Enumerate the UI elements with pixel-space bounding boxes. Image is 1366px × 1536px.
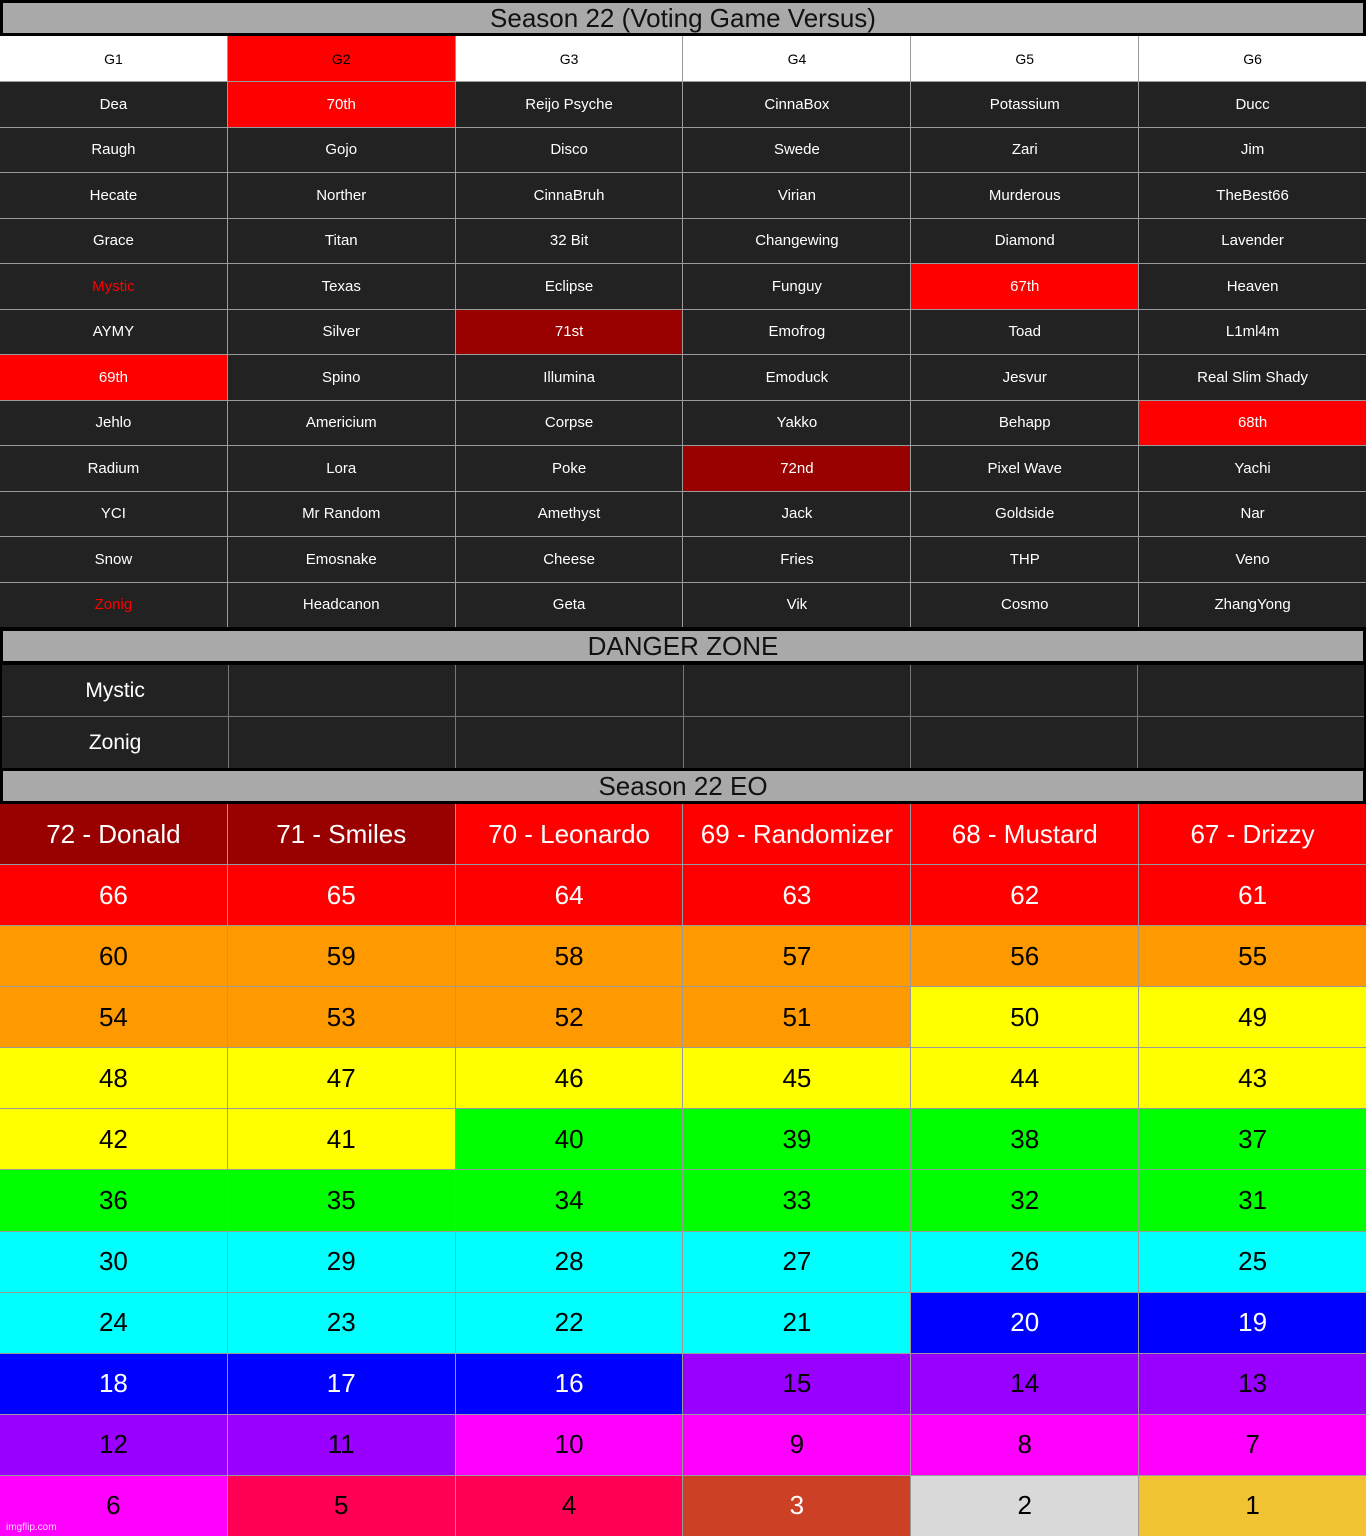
game-header: G3 [456,36,683,81]
eo-placement-cell: 39 [683,1109,910,1169]
contestant-cell: Cosmo [911,583,1138,628]
danger-zone-cell [229,717,455,768]
contestant-cell: Titan [228,219,455,264]
danger-zone-cell [456,717,682,768]
eo-placement-cell: 56 [911,926,1138,986]
contestant-cell: Reijo Psyche [456,82,683,127]
contestant-cell: ZhangYong [1139,583,1366,628]
contestant-cell: Heaven [1139,264,1366,309]
eo-placement-cell: 36 [0,1170,227,1230]
danger-zone-title: DANGER ZONE [587,630,779,661]
contestant-cell: Geta [456,583,683,628]
contestant-cell: Emofrog [683,310,910,355]
danger-zone-cell [911,665,1137,716]
game-header: G2 [228,36,455,81]
contestant-cell: CinnaBruh [456,173,683,218]
eo-placement-cell: 54 [0,987,227,1047]
eo-placement-cell: 64 [456,865,683,925]
contestant-cell: Grace [0,219,227,264]
contestant-cell: Yakko [683,401,910,446]
eo-placement-cell: 6 [0,1476,227,1536]
eo-placement-cell: 41 [228,1109,455,1169]
eo-placement-cell: 8 [911,1415,1138,1475]
eo-placement-cell: 51 [683,987,910,1047]
eo-placement-cell: 65 [228,865,455,925]
eo-placement-cell: 66 [0,865,227,925]
eo-placement-cell: 46 [456,1048,683,1108]
games-table [0,36,1366,627]
danger-zone-cell [1138,717,1364,768]
contestant-cell: 71st [456,310,683,355]
eo-placement-cell: 17 [228,1354,455,1414]
season-title: Season 22 (Voting Game Versus) [490,2,876,33]
contestant-cell: Mystic [0,264,227,309]
contestant-cell: Potassium [911,82,1138,127]
eo-placement-cell: 43 [1139,1048,1366,1108]
eo-placement-cell: 19 [1139,1293,1366,1353]
eo-placement-cell: 24 [0,1293,227,1353]
eo-placement-cell: 69 - Randomizer [683,804,910,864]
contestant-cell: Illumina [456,355,683,400]
eo-placement-cell: 26 [911,1232,1138,1292]
eo-placement-cell: 68 - Mustard [911,804,1138,864]
eo-placement-cell: 34 [456,1170,683,1230]
danger-zone-cell [684,717,910,768]
eo-placement-cell: 61 [1139,865,1366,925]
contestant-cell: Texas [228,264,455,309]
contestant-cell: Dea [0,82,227,127]
eo-placement-cell: 40 [456,1109,683,1169]
eo-placement-cell: 28 [456,1232,683,1292]
contestant-cell: Mr Random [228,492,455,537]
eo-placement-cell: 59 [228,926,455,986]
contestant-cell: THP [911,537,1138,582]
eo-placement-cell: 57 [683,926,910,986]
eo-placement-cell: 16 [456,1354,683,1414]
eo-placement-cell: 71 - Smiles [228,804,455,864]
eo-placement-cell: 60 [0,926,227,986]
eo-placement-cell: 52 [456,987,683,1047]
danger-zone-cell: Mystic [2,665,228,716]
eo-placement-cell: 31 [1139,1170,1366,1230]
contestant-cell: Amethyst [456,492,683,537]
eo-placement-cell: 67 - Drizzy [1139,804,1366,864]
contestant-cell: Changewing [683,219,910,264]
contestant-cell: Zonig [0,583,227,628]
contestant-cell: Vik [683,583,910,628]
eo-placement-cell: 25 [1139,1232,1366,1292]
eo-placement-cell: 18 [0,1354,227,1414]
eo-placement-cell: 53 [228,987,455,1047]
watermark: imgflip.com [6,1522,57,1533]
eo-placement-cell: 23 [228,1293,455,1353]
contestant-cell: Goldside [911,492,1138,537]
eo-placement-cell: 49 [1139,987,1366,1047]
contestant-cell: Silver [228,310,455,355]
contestant-cell: Toad [911,310,1138,355]
eo-placement-cell: 48 [0,1048,227,1108]
contestant-cell: Eclipse [456,264,683,309]
danger-zone-cell [911,717,1137,768]
contestant-cell: 67th [911,264,1138,309]
game-header: G6 [1139,36,1366,81]
eo-placement-cell: 44 [911,1048,1138,1108]
eo-placement-cell: 55 [1139,926,1366,986]
contestant-cell: Hecate [0,173,227,218]
contestant-cell: Nar [1139,492,1366,537]
eo-placement-cell: 32 [911,1170,1138,1230]
contestant-cell: Disco [456,128,683,173]
eo-placement-cell: 45 [683,1048,910,1108]
eo-placement-cell: 9 [683,1415,910,1475]
contestant-cell: Snow [0,537,227,582]
contestant-cell: Norther [228,173,455,218]
contestant-cell: Jehlo [0,401,227,446]
eo-placement-cell: 70 - Leonardo [456,804,683,864]
eo-banner [1,769,1365,803]
game-header: G4 [683,36,910,81]
eo-placement-cell: 33 [683,1170,910,1230]
danger-zone-cell: Zonig [2,717,228,768]
contestant-cell: Pixel Wave [911,446,1138,491]
eo-placement-cell: 21 [683,1293,910,1353]
danger-zone-table [2,665,1364,768]
contestant-cell: Fries [683,537,910,582]
contestant-cell: Headcanon [228,583,455,628]
eo-placement-cell: 47 [228,1048,455,1108]
contestant-cell: Yachi [1139,446,1366,491]
eo-placement-cell: 15 [683,1354,910,1414]
eo-placement-cell: 58 [456,926,683,986]
eo-table [0,804,1366,1536]
contestant-cell: Americium [228,401,455,446]
danger-zone-cell [229,665,455,716]
contestant-cell: 72nd [683,446,910,491]
eo-placement-cell: 63 [683,865,910,925]
eo-placement-cell: 22 [456,1293,683,1353]
contestant-cell: 68th [1139,401,1366,446]
contestant-cell: Real Slim Shady [1139,355,1366,400]
eo-placement-cell: 27 [683,1232,910,1292]
eo-placement-cell: 10 [456,1415,683,1475]
eo-placement-cell: 72 - Donald [0,804,227,864]
contestant-cell: L1ml4m [1139,310,1366,355]
eo-placement-cell: 4 [456,1476,683,1536]
eo-placement-cell: 20 [911,1293,1138,1353]
contestant-cell: TheBest66 [1139,173,1366,218]
contestant-cell: Gojo [228,128,455,173]
contestant-cell: AYMY [0,310,227,355]
contestant-cell: YCI [0,492,227,537]
season-title-banner [1,1,1365,35]
contestant-cell: Veno [1139,537,1366,582]
contestant-cell: Radium [0,446,227,491]
eo-placement-cell: 14 [911,1354,1138,1414]
eo-placement-cell: 50 [911,987,1138,1047]
eo-title: Season 22 EO [598,770,768,801]
eo-placement-cell: 62 [911,865,1138,925]
contestant-cell: Emoduck [683,355,910,400]
contestant-cell: Corpse [456,401,683,446]
eo-placement-cell: 5 [228,1476,455,1536]
game-header: G1 [0,36,227,81]
contestant-cell: Virian [683,173,910,218]
contestant-cell: CinnaBox [683,82,910,127]
danger-zone-cell [1138,665,1364,716]
eo-placement-cell: 29 [228,1232,455,1292]
eo-placement-cell: 37 [1139,1109,1366,1169]
contestant-cell: Diamond [911,219,1138,264]
contestant-cell: Emosnake [228,537,455,582]
contestant-cell: 70th [228,82,455,127]
eo-placement-cell: 3 [683,1476,910,1536]
eo-placement-cell: 1 [1139,1476,1366,1536]
contestant-cell: Funguy [683,264,910,309]
contestant-cell: 32 Bit [456,219,683,264]
contestant-cell: Swede [683,128,910,173]
contestant-cell: Jim [1139,128,1366,173]
contestant-cell: Raugh [0,128,227,173]
danger-zone-cell [456,665,682,716]
eo-placement-cell: 35 [228,1170,455,1230]
contestant-cell: Lavender [1139,219,1366,264]
eo-placement-cell: 12 [0,1415,227,1475]
danger-zone-cell [684,665,910,716]
game-header: G5 [911,36,1138,81]
contestant-cell: Murderous [911,173,1138,218]
eo-placement-cell: 38 [911,1109,1138,1169]
contestant-cell: Jesvur [911,355,1138,400]
eo-placement-cell: 2 [911,1476,1138,1536]
eo-placement-cell: 13 [1139,1354,1366,1414]
contestant-cell: Cheese [456,537,683,582]
contestant-cell: Zari [911,128,1138,173]
contestant-cell: Spino [228,355,455,400]
eo-placement-cell: 42 [0,1109,227,1169]
contestant-cell: Poke [456,446,683,491]
contestant-cell: Ducc [1139,82,1366,127]
contestant-cell: Jack [683,492,910,537]
contestant-cell: Behapp [911,401,1138,446]
danger-zone-banner [1,629,1365,663]
contestant-cell: Lora [228,446,455,491]
contestant-cell: 69th [0,355,227,400]
eo-placement-cell: 7 [1139,1415,1366,1475]
eo-placement-cell: 11 [228,1415,455,1475]
eo-placement-cell: 30 [0,1232,227,1292]
